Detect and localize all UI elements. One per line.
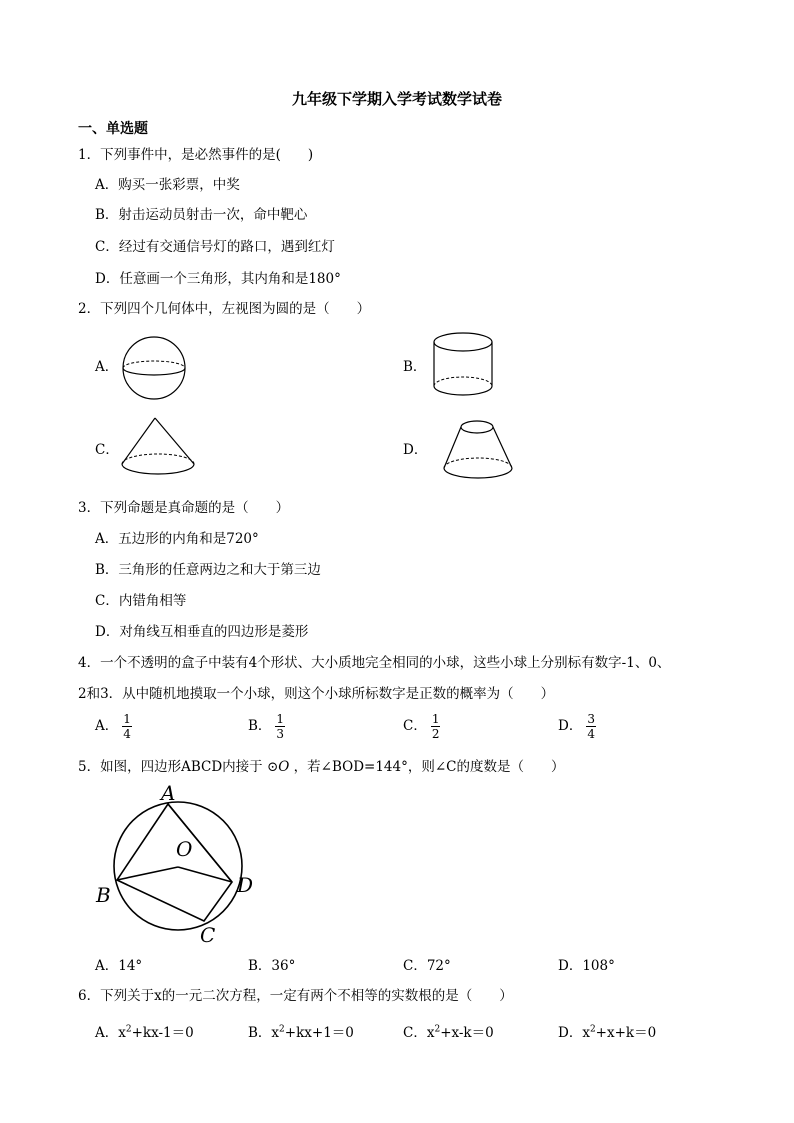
- vertex-label-a: A: [161, 784, 176, 805]
- question-3-option-b: B．三角形的任意两边之和大于第三边: [95, 562, 321, 578]
- center-label-o: O: [176, 837, 193, 861]
- question-5-option-d: D．108°: [558, 958, 615, 974]
- question-1-option-d: D．任意画一个三角形，其内角和是180°: [95, 271, 341, 287]
- question-3-option-c: C．内错角相等: [95, 593, 187, 609]
- sphere-figure: [118, 334, 192, 406]
- vertex-label-d: D: [237, 873, 254, 897]
- page-title: 九年级下学期入学考试数学试卷: [291, 90, 502, 108]
- frustum-figure: [440, 416, 518, 484]
- fraction: $\frac{1}{3}$: [276, 712, 285, 741]
- question-2-option-c: C．: [95, 442, 119, 458]
- question-1-option-b: B．射击运动员射击一次，命中靶心: [95, 207, 308, 223]
- circle-o-symbol: ⊙O: [266, 759, 290, 775]
- question-3-option-a: A．五边形的内角和是720°: [95, 531, 259, 547]
- fraction: $\frac{3}{4}$: [587, 712, 595, 741]
- question-2-option-d: D．: [403, 442, 428, 458]
- vertex-label-b: B: [96, 883, 111, 907]
- section-heading: 一、单选题: [78, 121, 148, 137]
- inscribed-quadrilateral-figure: [92, 784, 264, 948]
- question-1-stem: 1．下列事件中，是必然事件的是( ): [78, 147, 314, 163]
- question-1-option-a: A．购买一张彩票，中奖: [95, 177, 240, 193]
- vertex-label-c: C: [200, 923, 216, 947]
- question-5-stem: 5．如图，四边形ABCD内接于 ⊙O ，若∠BOD=144°，则∠C的度数是（ ）: [78, 759, 565, 775]
- question-2-option-b: B．: [403, 359, 427, 375]
- question-4-option-c: C． $\frac{1}{2}$: [403, 712, 440, 741]
- fraction: $\frac{1}{4}$: [123, 712, 131, 741]
- question-3-option-d: D．对角线互相垂直的四边形是菱形: [95, 624, 309, 640]
- question-5-option-c: C．72°: [403, 958, 451, 974]
- question-6-option-c: C．$x^2+x-k=0$: [403, 1024, 494, 1041]
- question-6-option-b: B．$x^2+kx+1=0$: [248, 1024, 354, 1041]
- question-4-stem-line-1: 4．一个不透明的盒子中装有4个形状、大小质地完全相同的小球，这些小球上分别标有数字-1、0、: [78, 655, 671, 671]
- cone-figure: [118, 414, 202, 482]
- question-6-option-a: A．$x^2+kx-1=0$: [95, 1024, 194, 1041]
- question-6-option-d: D．$x^2+x+k=0$: [558, 1024, 657, 1041]
- question-6-stem: 6．下列关于x的一元二次方程，一定有两个不相等的实数根的是（ ）: [78, 988, 513, 1004]
- question-5-option-b: B．36°: [248, 958, 296, 974]
- question-4-option-a: A． $\frac{1}{4}$: [95, 712, 131, 741]
- question-2-stem: 2．下列四个几何体中，左视图为圆的是（ ）: [78, 301, 371, 317]
- question-4-option-d: D． $\frac{3}{4}$: [558, 712, 595, 741]
- question-5-option-a: A．14°: [95, 958, 143, 974]
- question-4-stem-line-2: 2和3．从中随机地摸取一个小球，则这个小球所标数字是正数的概率为（ ）: [78, 686, 555, 702]
- question-1-option-c: C．经过有交通信号灯的路口，遇到红灯: [95, 239, 335, 255]
- question-4-option-b: B． $\frac{1}{3}$: [248, 712, 285, 741]
- question-3-stem: 3．下列命题是真命题的是（ ）: [78, 500, 290, 516]
- fraction: $\frac{1}{2}$: [431, 712, 440, 741]
- question-2-option-a: A．: [95, 359, 119, 375]
- cylinder-figure: [432, 330, 496, 402]
